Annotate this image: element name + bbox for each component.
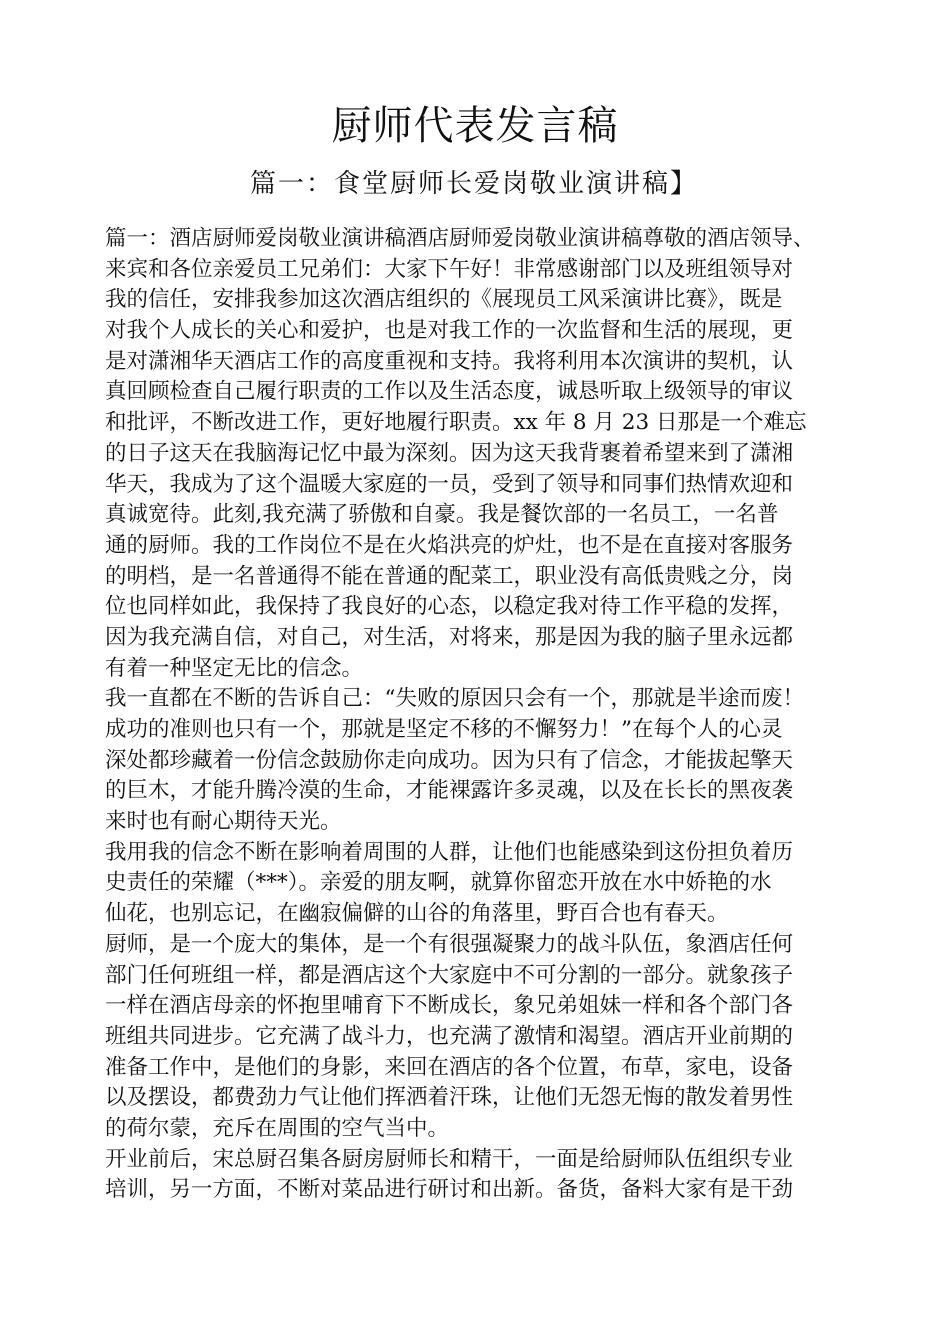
body-text-line: 的荷尔蒙，充斥在周围的空气当中。 <box>105 1115 450 1141</box>
body-text-line: 来时也有耐心期待天光。 <box>105 809 342 835</box>
body-text-line: 是对潇湘华天酒店工作的高度重视和支持。我将利用本次演讲的契机，认 <box>105 348 794 374</box>
body-text-line: 厨师，是一个庞大的集体，是一个有很强凝聚力的战斗队伍，象酒店任何 <box>105 931 794 957</box>
body-text-line: 培训，另一方面，不断对菜品进行研讨和出新。备货，备料大家有是干劲 <box>105 1177 794 1203</box>
body-text-line: 和批评，不断改进工作，更好地履行职责。xx 年 8 月 23 日那是一个难忘 <box>105 410 807 436</box>
body-text-line: 有着一种坚定无比的信念。 <box>105 655 364 681</box>
body-text-line: 开业前后，宋总厨召集各厨房厨师长和精干，一面是给厨师队伍组织专业 <box>105 1146 794 1172</box>
body-text-line: 的巨木，才能升腾冷漠的生命，才能裸露许多灵魂，以及在长长的黑夜袭 <box>105 778 794 804</box>
body-text-line: 我用我的信念不断在影响着周围的人群，让他们也能感染到这份担负着历 <box>105 839 794 865</box>
body-text-line: 因为我充满自信，对自己，对生活，对将来，那是因为我的脑子里永远都 <box>105 624 794 650</box>
body-text-line: 通的厨师。我的工作岗位不是在火焰洪亮的炉灶，也不是在直接对客服务 <box>105 532 794 558</box>
body-text-line: 位也同样如此，我保持了我良好的心态，以稳定我对待工作平稳的发挥， <box>105 594 794 620</box>
body-text-line: 部门任何班组一样，都是酒店这个大家庭中不可分割的一部分。就象孩子 <box>105 962 794 988</box>
body-text-line: 真回顾检查自己履行职责的工作以及生活态度，诚恳听取上级领导的审议 <box>105 379 794 405</box>
body-text-line: 的日子这天在我脑海记忆中最为深刻。因为这天我背裹着希望来到了潇湘 <box>105 440 794 466</box>
body-text-line: 华天，我成为了这个温暖大家庭的一员，受到了领导和同事们热情欢迎和 <box>105 471 794 497</box>
body-text-line: 真诚宽待。此刻,我充满了骄傲和自豪。我是餐饮部的一名员工，一名普 <box>105 502 779 528</box>
body-text-line: 深处都珍藏着一份信念鼓励你走向成功。因为只有了信念，才能拔起擎天 <box>105 747 794 773</box>
document-title: 厨师代表发言稿 <box>331 103 619 149</box>
document-body <box>105 224 865 1206</box>
body-text-line: 来宾和各位亲爱员工兄弟们：大家下午好！非常感谢部门以及班组领导对 <box>105 256 794 282</box>
body-text-line: 仙花，也别忘记，在幽寂偏僻的山谷的角落里，野百合也有春天。 <box>105 901 729 927</box>
body-text-line: 的明档，是一名普通得不能在普通的配菜工，职业没有高低贵贱之分，岗 <box>105 563 794 589</box>
body-text-line: 以及摆设，都费劲力气让他们挥洒着汗珠，让他们无怨无悔的散发着男性 <box>105 1085 794 1111</box>
document-subtitle: 篇一：食堂厨师长爱岗敬业演讲稿】 <box>250 169 699 199</box>
body-text-line: 成功的准则也只有一个，那就是坚定不移的不懈努力！”在每个人的心灵 <box>105 717 783 742</box>
body-text-line: 我的信任，安排我参加这次酒店组织的《展现员工风采演讲比赛》，既是 <box>105 287 783 313</box>
body-text-line: 篇一：酒店厨师爱岗敬业演讲稿酒店厨师爱岗敬业演讲稿尊敬的酒店领导、 <box>105 226 815 251</box>
body-text-line: 史责任的荣耀（***）。亲爱的朋友啊，就算你留恋开放在水中娇艳的水 <box>105 870 772 896</box>
body-text-line: 我一直都在不断的告诉自己：“失败的原因只会有一个，那就是半途而废！ <box>105 686 804 712</box>
body-text-line: 对我个人成长的关心和爱护，也是对我工作的一次监督和生活的展现，更 <box>105 318 794 344</box>
body-text-line: 准备工作中，是他们的身影，来回在酒店的各个位置，布草，家电，设备 <box>105 1054 794 1080</box>
body-text-line: 班组共同进步。它充满了战斗力，也充满了激情和渴望。酒店开业前期的 <box>105 1023 794 1049</box>
body-text-line: 一样在酒店母亲的怀抱里哺育下不断成长，象兄弟姐妹一样和各个部门各 <box>105 993 794 1019</box>
